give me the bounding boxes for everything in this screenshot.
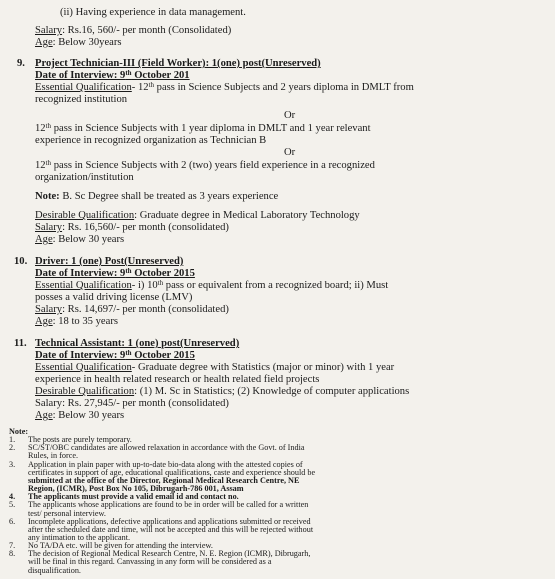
note-1-line1: The posts are purely temporary. [28, 435, 132, 445]
item11-number: 11. [14, 338, 27, 349]
note-4-line1: The applicants must provide a valid email id and contact no. [28, 492, 239, 502]
item10-eq-line1: - i) 10th pass or equivalent from a recognized board; ii) Must [131, 279, 389, 291]
intro-salary [35, 25, 231, 37]
item11-title: Technical Assistant: 1 (one) post(Unreserved) [35, 338, 240, 349]
item11-age-value: : Below 30 years [52, 410, 125, 421]
note-6-line2: after the scheduled date and time, will not be accepted and this will be rejected without [28, 524, 314, 534]
item10-age-label: Age [35, 316, 53, 327]
note-number: 4. [9, 492, 16, 502]
note-2-line2: Rules, in force. [28, 451, 79, 461]
intro-ii: (ii) Having experience in data management. [60, 7, 246, 18]
item9-salary-value: : Rs. 16,560/- per month (consolidated) [62, 222, 229, 233]
note-number: 7. [9, 541, 16, 551]
item10-salary [35, 304, 229, 316]
note-number: 1. [9, 435, 16, 445]
item9-eq-line1: - 12th pass in Science Subjects and 2 years diploma in DMLT from [131, 81, 414, 93]
item9-eq-line2: recognized institution [35, 94, 128, 105]
item11-eq-line1: - Graduate degree with Statistics (major or minor) with 1 year [131, 362, 395, 373]
item11-age-label: Age [35, 410, 53, 421]
item11-dq-label: Desirable Qualification [35, 386, 135, 397]
item9-essential-qualification [35, 82, 414, 94]
note-5-line1: The applicants whose applications are found to be in order will be called for a written [28, 500, 309, 510]
item9-salary [35, 222, 229, 234]
note-3-line2: certificates in support of age, educational qualifications, caste and experience should be [28, 467, 316, 477]
item11-dq-value: : (1) M. Sc in Statistics; (2) Knowledge of computer applications [134, 386, 410, 397]
note-8-line2: will be final in this regard. Canvassing in any form will be considered as a [28, 557, 272, 567]
note-2-line1: SC/ST/OBC candidates are allowed relaxation in accordance with the Govt. of India [28, 443, 305, 453]
note-3-line1: Application in plain paper with up-to-date bio-data along with the attested copies of [28, 459, 303, 469]
item11-age [35, 410, 124, 422]
item11-interview-date: Date of Interview: 9th October 2015 [35, 349, 195, 361]
item9-or-1: Or [284, 110, 296, 121]
item9-eq-label: Essential Qualification [35, 82, 132, 93]
item11-eq-line2: experience in health related research or health related field projects [35, 374, 320, 385]
item11-essential-qualification [35, 362, 394, 374]
item10-interview-date: Date of Interview: 9th October 2015 [35, 267, 195, 279]
item9-desirable-qualification [35, 210, 360, 222]
note-8-line3: disqualification. [28, 565, 81, 575]
note-7-line1: No TA/DA etc. will be given for attending the interview. [28, 541, 213, 551]
item9-note: Note: B. Sc Degree shall be treated as 3 years experience [35, 191, 279, 202]
note-3-line3: submitted at the office of the Director, Regional Medical Research Centre, NE [28, 475, 300, 485]
item10-number: 10. [14, 256, 28, 267]
note-number: 8. [9, 549, 16, 559]
note-8-line1: The decision of Regional Medical Research Centre, N. E. Region (ICMR), Dibrugarh, [28, 549, 311, 559]
note-6-line1: Incomplete applications, defective applications and applications submitted or received [28, 516, 311, 526]
intro-age [35, 37, 122, 49]
item9-interview-date: Date of Interview: 9th October 201 [35, 69, 190, 81]
item9-dq-label: Desirable Qualification [35, 210, 135, 221]
item9-or-2: Or [284, 147, 296, 158]
item10-age [35, 316, 118, 328]
item11-eq-label: Essential Qualification [35, 362, 132, 373]
intro-age-label: Age [35, 37, 53, 48]
item9-age-label: Age [35, 234, 53, 245]
intro-age-value: : Below 30years [52, 37, 122, 48]
note-3-line4: Region, (ICMR), Post Box No 105, Dibrugarh-786 001, Assam [28, 484, 244, 494]
item9-salary-label: Salary [35, 222, 63, 233]
item10-salary-label: Salary [35, 304, 63, 315]
item9-alt2-line2: organization/institution [35, 172, 134, 183]
note-5-line2: test/ personal interview. [28, 508, 106, 518]
item10-essential-qualification [35, 280, 388, 292]
note-number: 2. [9, 443, 16, 453]
note-number: 5. [9, 500, 16, 510]
item10-eq-label: Essential Qualification [35, 280, 132, 291]
item11-salary: Salary: Rs. 27,945/- per month (consolidated) [35, 398, 229, 409]
note-6-line3: any intimation to the applicant. [28, 532, 131, 542]
item9-title: Project Technician-III (Field Worker): 1(one) post(Unreserved) [35, 58, 321, 69]
item9-alt1-line2: experience in recognized organization as Technician B [35, 135, 267, 146]
item10-salary-value: : Rs. 14,697/- per month (consolidated) [62, 304, 229, 315]
note-number: 3. [9, 459, 16, 469]
item10-eq-line2: posses a valid driving license (LMV) [35, 292, 193, 303]
item10-age-value: : 18 to 35 years [52, 316, 118, 327]
note-number: 6. [9, 516, 16, 526]
item9-age-value: : Below 30 years [52, 234, 125, 245]
intro-salary-value: : Rs.16, 560/- per month (Consolidated) [62, 25, 232, 36]
item9-alt1-line1: 12th pass in Science Subjects with 1 year diploma in DMLT and 1 year relevant [35, 122, 371, 134]
notes-heading: Note: [9, 427, 29, 436]
item9-dq-value: : Graduate degree in Medical Laboratory Technology [134, 210, 360, 221]
item9-number: 9. [17, 58, 25, 69]
item11-desirable-qualification [35, 386, 409, 398]
item10-title: Driver: 1 (one) Post(Unreserved) [35, 256, 184, 267]
item9-alt2-line1: 12th pass in Science Subjects with 2 (two) years field experience in a recognized [35, 159, 375, 171]
intro-salary-label: Salary [35, 25, 63, 36]
item9-age [35, 234, 124, 246]
